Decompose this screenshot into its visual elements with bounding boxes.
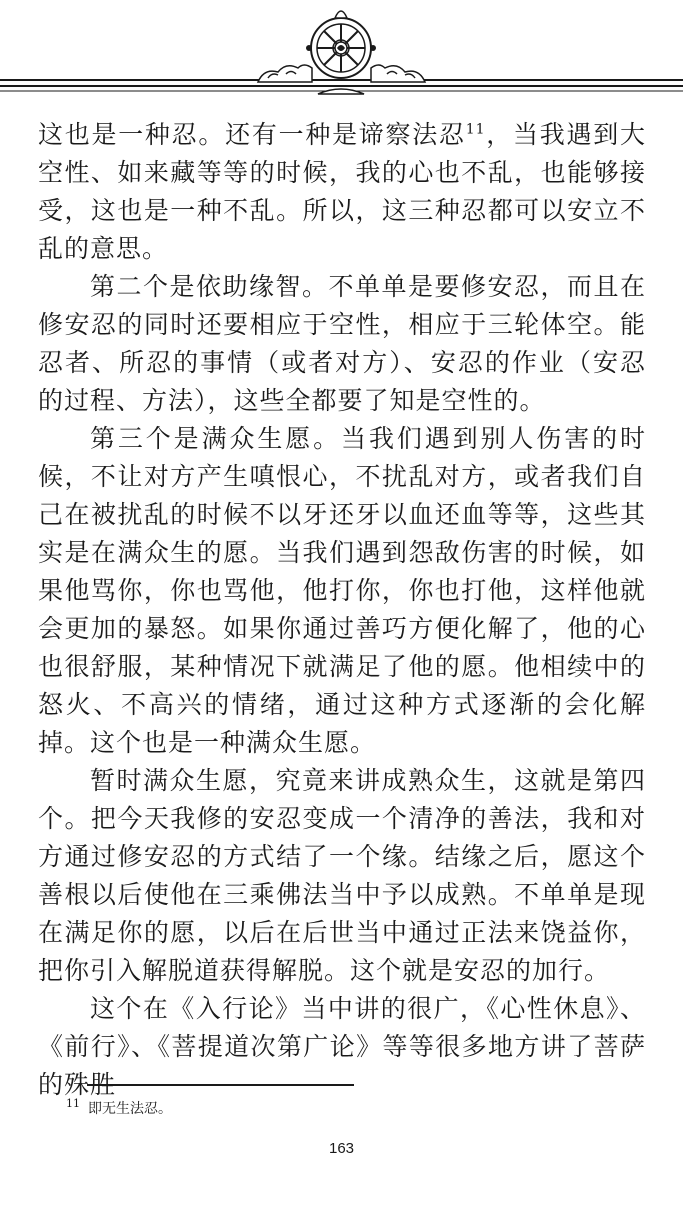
footnote-divider xyxy=(87,1084,354,1086)
paragraph-2: 第二个是依助缘智。不单单是要修安忍，而且在修安忍的同时还要相应于空性，相应于三轮体空。能忍者、所忍的事情（或者对方）、安忍的作业（安忍的过程、方法），这些全都要了知是空性的。 xyxy=(38,272,646,415)
paragraph-3: 第三个是满众生愿。当我们遇到别人伤害的时候，不让对方产生嗔恨心，不扰乱对方，或者我们自己在被扰乱的时候不以牙还牙以血还血等等，这些其实是在满众生的愿。当我们遇到怨敌伤害的时候，如果他骂你，你也骂他，他打你，你也打他，这样他就会更加的暴怒。如果你通过善巧方便化解了，他的心也很舒服，某种情况下就满足了他的愿。他相续中的怒火、不高兴的情绪，通过这种方式逐渐的会化解掉。这个也是一种满众生愿。 xyxy=(38,424,646,757)
page-number: 163 xyxy=(328,1140,355,1157)
footnote-text: 即无生法忍。 xyxy=(88,1101,172,1117)
footnote xyxy=(66,1098,626,1120)
footnote-number: 11 xyxy=(66,1097,80,1111)
footnote-reference[interactable]: 11 xyxy=(465,121,486,138)
paragraph-1: 这也是一种忍。还有一种是谛察法忍$^{11}$，当我遇到大空性、如来藏等等的时候，我的心也不乱，也能够接受，这也是一种不乱。所以，这三种忍都可以安立不乱的意思。 xyxy=(38,120,646,263)
dharma-wheel-icon xyxy=(0,0,683,110)
paragraph-4: 暂时满众生愿，究竟来讲成熟众生，这就是第四个。把今天我修的安忍变成一个清净的善法，我和对方通过修安忍的方式结了一个缘。结缘之后，愿这个善根以后使他在三乘佛法当中予以成熟。不单单是现在满足你的愿，以后在后世当中通过正法来饶益你，把你引入解脱道获得解脱。这个就是安忍的加行。 xyxy=(38,766,646,985)
body-text xyxy=(38,116,646,1104)
paragraph-5: 这个在《入行论》当中讲的很广，《心性休息》、《前行》、《菩提道次第广论》等等很多地方讲了菩萨的殊胜 xyxy=(38,994,646,1099)
page-header xyxy=(0,0,683,110)
